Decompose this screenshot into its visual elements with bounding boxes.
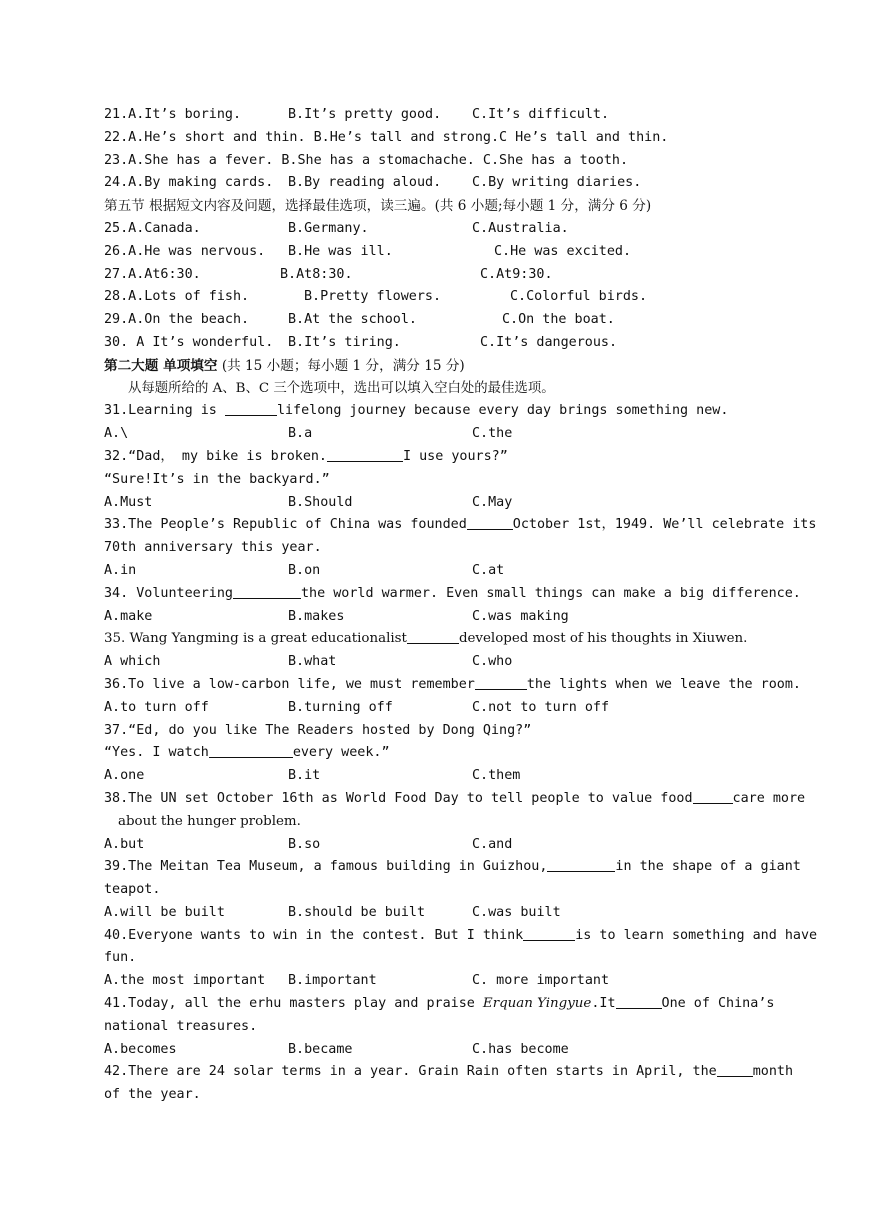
answer-blank: [523, 926, 575, 941]
stem-text: 41.Today, all the erhu masters play and praise: [104, 996, 483, 1012]
option-c: C.Australia.: [472, 220, 569, 236]
question-37-reply: [104, 742, 766, 765]
stem-text: 42.There are 24 solar terms in a year. Grain Rain often starts in April, the: [104, 1064, 717, 1080]
option-b: B.At the school.: [288, 312, 417, 328]
option-b: B.At8:30.: [280, 266, 353, 282]
part-2-instructions: 从每题所给的 A、B、C 三个选项中，选出可以填入空白处的最佳选项。: [128, 380, 555, 396]
question-35: [104, 628, 766, 651]
option-b: B.what: [288, 654, 337, 670]
stem-text: lifelong journey because every day brings something new.: [276, 403, 729, 419]
question-36-options: [104, 697, 766, 720]
option-b: B.It’s pretty good.: [288, 107, 442, 122]
question-34: [104, 583, 801, 606]
option-c: C.May: [472, 494, 513, 510]
option-c: C.who: [472, 654, 513, 670]
stem-text: 39.The Meitan Tea Museum, a famous building in Guizhou,: [104, 859, 548, 875]
option-a: A.but: [104, 836, 145, 852]
option-b: B.it: [288, 768, 321, 784]
option-a: A.the most important: [104, 973, 266, 989]
question-31-options: [104, 423, 766, 446]
answer-blank: [717, 1062, 753, 1077]
question-27: [104, 264, 766, 287]
option-b: B.Germany.: [288, 220, 369, 236]
stem-text: every week.”: [292, 745, 390, 761]
option-a: A.to turn off: [104, 699, 209, 715]
stem-text: developed most of his thoughts in Xiuwen.: [458, 631, 748, 647]
option-a: A.Must: [104, 494, 153, 510]
part-2-note: (共 15 小题；每小题 1 分，满分 15 分): [221, 357, 465, 374]
option-c: C.On the boat.: [502, 312, 615, 328]
question-37: 37.“Ed, do you like The Readers hosted by Dong Qing?”: [104, 722, 532, 738]
question-41-options: [104, 1039, 766, 1062]
question-40-cont: fun.: [104, 950, 137, 966]
option-c: C.has become: [472, 1041, 569, 1057]
stem-text: One of China’s: [661, 996, 775, 1012]
exam-page: [104, 104, 818, 1107]
answer-blank: [547, 857, 615, 872]
option-c: C.was built: [472, 904, 561, 920]
stem-text: October 1st，1949. We’ll celebrate its: [512, 517, 817, 533]
option-a: 25.A.Canada.: [104, 220, 201, 236]
option-c: C.not to turn off: [472, 699, 610, 715]
stem-text: month: [752, 1064, 794, 1080]
stem-text: 38.The UN set October 16th as World Food Day to tell people to value food: [104, 790, 693, 806]
answer-blank: [467, 515, 513, 530]
option-b: B.so: [288, 836, 321, 852]
option-c: C.Colorful birds.: [510, 289, 648, 305]
stem-text: I use yours?”: [403, 448, 508, 464]
question-33-cont: 70th anniversary this year.: [104, 540, 322, 556]
option-c: C. more important: [472, 973, 610, 989]
stem-text: 36.To live a low-carbon life, we must remember: [104, 676, 475, 692]
option-b: B.turning off: [288, 699, 393, 715]
stem-text: the world warmer. Even small things can make a big difference.: [301, 585, 801, 601]
option-c: C.By writing diaries.: [472, 175, 642, 191]
question-31: [104, 400, 766, 423]
option-a: A.in: [104, 562, 137, 578]
question-33: [104, 514, 817, 537]
option-a: 28.A.Lots of fish.: [104, 289, 250, 305]
option-c: C.was making: [472, 608, 569, 624]
answer-blank: [225, 401, 277, 416]
question-22: 22.A.He’s short and thin. B.He’s tall and strong.C He’s tall and thin.: [104, 129, 669, 145]
question-23: 23.A.She has a fever. B.She has a stomachache. C.She has a tooth.: [104, 152, 629, 168]
question-37-options: [104, 765, 766, 788]
question-26: [104, 241, 766, 264]
stem-text: 35. Wang Yangming is a great educationalist: [104, 631, 407, 647]
option-a: A.will be built: [104, 904, 225, 920]
question-33-options: [104, 560, 766, 583]
question-40-options: [104, 970, 766, 993]
option-a: 29.A.On the beach.: [104, 312, 250, 328]
option-c: C.At9:30.: [480, 266, 553, 282]
stem-text: 34. Volunteering: [104, 585, 233, 601]
option-b: B.By reading aloud.: [288, 175, 442, 191]
option-c: C.the: [472, 426, 513, 442]
option-a: 27.A.At6:30.: [104, 266, 201, 282]
stem-text: 33.The People’s Republic of China was founded: [104, 517, 467, 533]
option-c: C.and: [472, 836, 513, 852]
stem-text: the lights when we leave the room.: [526, 676, 801, 692]
option-b: B.should be built: [288, 904, 426, 920]
question-32-options: [104, 492, 766, 515]
question-30: [104, 332, 766, 355]
stem-text: 31.Learning is: [104, 403, 225, 419]
stem-text: care more: [732, 790, 806, 806]
section-5-heading: 第五节 根据短文内容及问题，选择最佳选项，读三遍。(共 6 小题;每小题 1 分，满分 6 分): [104, 198, 652, 215]
question-39-cont: teapot.: [104, 882, 161, 898]
option-b: B.a: [288, 426, 313, 442]
option-a: 24.A.By making cards.: [104, 175, 274, 191]
question-24: [104, 172, 766, 195]
option-a: 21.A.It’s boring.: [104, 107, 242, 122]
question-34-options: [104, 606, 766, 629]
question-41: [104, 993, 775, 1016]
option-a: A.becomes: [104, 1041, 177, 1057]
question-39: [104, 856, 801, 879]
question-21: [104, 104, 766, 127]
answer-blank: [407, 629, 459, 644]
stem-text: “Yes. I watch: [104, 745, 209, 761]
option-c: C.at: [472, 562, 505, 578]
answer-blank: [327, 447, 403, 462]
option-b: B.important: [288, 973, 377, 989]
answer-blank: [693, 789, 733, 804]
part-2-title: 第二大题 单项填空: [104, 357, 218, 374]
option-a: 26.A.He was nervous.: [104, 243, 266, 259]
question-35-options: [104, 651, 766, 674]
question-36: [104, 674, 801, 697]
question-32-reply: “Sure!It’s in the backyard.”: [104, 471, 330, 487]
stem-text: is to learn something and have: [575, 927, 818, 943]
answer-blank: [616, 994, 662, 1009]
question-38: [104, 788, 806, 811]
option-a: A.\: [104, 426, 129, 442]
question-29: [104, 309, 766, 332]
question-38-options: [104, 834, 766, 857]
question-38-cont: about the hunger problem.: [118, 813, 301, 829]
stem-text: 40.Everyone wants to win in the contest. But I think: [104, 927, 524, 943]
option-b: B.Pretty flowers.: [304, 289, 442, 305]
option-a: A.one: [104, 768, 145, 784]
question-39-options: [104, 902, 766, 925]
question-32: [104, 446, 766, 469]
option-b: B.He was ill.: [288, 243, 393, 259]
part-2-heading: [104, 355, 766, 378]
option-b: B.It’s tiring.: [288, 334, 401, 350]
option-b: B.on: [288, 562, 321, 578]
answer-blank: [209, 743, 293, 758]
stem-text: .It: [591, 996, 616, 1012]
option-a: A.make: [104, 608, 153, 624]
stem-text: 32.“Dad， my bike is broken.: [104, 448, 327, 464]
answer-blank: [475, 675, 527, 690]
option-b: B.became: [288, 1041, 353, 1057]
question-41-cont: national treasures.: [104, 1018, 258, 1034]
question-42-cont: of the year.: [104, 1087, 201, 1103]
answer-blank: [233, 584, 301, 599]
option-c: C.He was excited.: [494, 243, 632, 259]
question-40: [104, 925, 818, 948]
option-b: B.makes: [288, 608, 345, 624]
option-c: C.It’s dangerous.: [480, 334, 618, 350]
stem-text: in the shape of a giant: [615, 859, 801, 875]
option-c: C.them: [472, 768, 521, 784]
option-c: C.It’s difficult.: [472, 107, 610, 122]
option-b: B.Should: [288, 494, 353, 510]
option-a: 30. A It’s wonderful.: [104, 334, 274, 350]
question-42: [104, 1061, 794, 1084]
question-25: [104, 218, 766, 241]
question-28: [104, 286, 766, 309]
option-a: A which: [104, 654, 161, 670]
song-title: Erquan Yingyue: [482, 996, 592, 1012]
